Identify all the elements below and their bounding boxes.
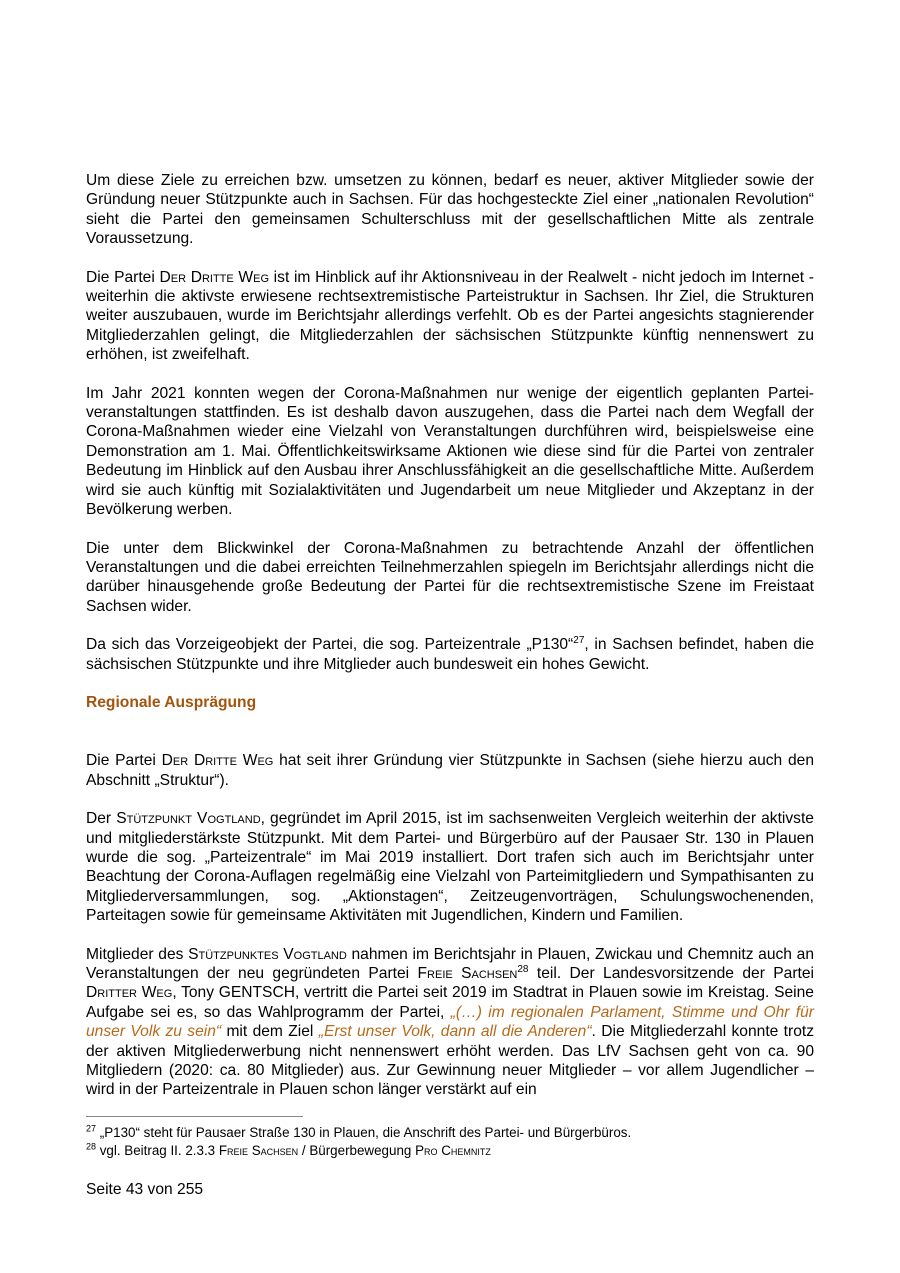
paragraph-5: Da sich das Vorzeigeobjekt der Partei, die sog. Parteizentrale „P130“$^{27}$, in Sachsen befindet, haben die sächsischen Stützpunkte und ihre Mitglieder auch bundesweit ein hohes Gewicht. [86,634,815,673]
footnote-28: $^{28}$ vgl. Beitrag II. 2.3.3 Freie Sachsen / Bürgerbewegung Pro Chemnitz [86,1141,491,1158]
paragraph-1: Um diese Ziele zu erreichen bzw. umsetzen zu können, bedarf es neuer, aktiver Mitglieder sowie der Gründung neuer Stützpunkte auch in Sachsen. Für das hochgesteckte Ziel einer „nationalen Revolution“ sieht die Partei den gemeinsamen Schulterschluss mit der gesellschaftlichen Mitte als zentrale Voraussetzung. [86,172,814,248]
footnote-separator [86,1116,303,1117]
section-heading: Regionale Ausprägung [86,693,257,711]
paragraph-2: Die Partei Der Dritte Weg ist im Hinblick auf ihr Aktionsniveau in der Realwelt - nicht jedoch im Internet - weiterhin die aktivste erwiesene rechtsextremistische Parteistruktur in Sachsen. Ihr Ziel, die Strukturen weiter auszubauen, wurde im Berichtsjahr allerdings verfehlt. Ob es der Partei angesichts stagnierender Mitgliederzahlen gelingt, die Mitgliederzahlen der sächsischen Stützpunkte künftig nennenswert zu erhöhen, ist zweifelhaft. [86,268,814,364]
footnote-ref-28[interactable]: 28 [517,963,529,975]
quote-1: „(…) im regionalen Parlament, Stimme und Ohr für unser Volk zu sein“ [86,1003,814,1041]
page-number: Seite 43 von 255 [86,1181,204,1198]
base-name: Stützpunkt Vogtland [116,810,261,828]
footnotes [86,1124,814,1160]
paragraph-7: Der Stützpunkt Vogtland, gegründet im April 2015, ist im sachsenweiten Vergleich weiterhin der aktivste und mitgliederstärkste Stützpunkt. Mit dem Partei- und Bürgerbüro auf der Pausaer Str. 130 in Plauen wurde die sog. „Parteizentrale“ im Mai 2019 installiert. Dort trafen sich auch im Berichtsjahr unter Beachtung der Corona-Auflagen regelmäßig eine Vielzahl von Parteimitgliedern und Sympathisanten zu Mitgliederversammlungen, sog. „Aktionstagen“, Zeitzeugenvorträgen, Schulungswochenenden, Parteitagen sowie für gemeinsame Aktivitäten mit Jugendlichen, Kindern und Familien. [86,810,814,925]
party-name: Der Dritte Weg [159,268,270,286]
footnote-27: $^{27}$ „P130“ steht für Pausaer Straße 130 in Plauen, die Anschrift des Partei- und Bürgerbüros. [86,1123,632,1140]
quote-2: „Erst unser Volk, dann all die Anderen“ [318,1023,592,1041]
party-name: Der Dritte Weg [161,752,274,770]
footnote-ref-27[interactable]: 27 [573,634,585,646]
paragraph-8: Mitglieder des Stützpunktes Vogtland nahmen im Berichtsjahr in Plauen, Zwickau und Chemnitz auch an Veranstaltungen der neu gegründeten Partei Freie Sachsen$^{28}$ teil. Der Landesvorsitzende der Partei Dritter Weg, Tony GENTSCH, vertritt die Partei seit 2019 im Stadtrat in Plauen sowie im Kreistag. Seine Aufgabe sei es, so das Wahlprogramm der Partei, „(…) im regionalen Parlament, Stimme und Ohr für unser Volk zu sein“ mit dem Ziel „Erst unser Volk, dann all die Anderen“. Die Mitgliederzahl konnte trotz der aktiven Mitgliederwerbung nicht nennenswert erhöht werden. Das LfV Sachsen geht von ca. 90 Mitgliedern (2020: ca. 80 Mitglieder) aus. Zur Gewinnung neuer Mitglieder – vor allem Jugendlicher – wird in der Parteizentrale in Plauen schon länger verstärkt auf ein [86,945,815,1099]
page-body [86,171,814,1119]
paragraph-3: Im Jahr 2021 konnten wegen der Corona-Maßnahmen nur wenige der eigentlich geplanten Parteiveranstaltungen stattfinden. Es ist deshalb davon auszugehen, dass die Partei nach dem Wegfall der Corona-Maßnahmen wieder eine Vielzahl von Veranstaltungen durchführen wird, beispielsweise eine Demonstration am 1. Mai. Öffentlichkeitswirksame Aktionen wie diese sind für die Partei von zentraler Bedeutung im Hinblick auf den Ausbau ihrer Anschlussfähigkeit an die gesellschaftliche Mitte. Außerdem wird sie auch künftig mit Sozialaktivitäten und Jugendarbeit um neue Mitglieder und Akzeptanz in der Bevölkerung werben. [86,384,814,519]
paragraph-6: Die Partei Der Dritte Weg hat seit ihrer Gründung vier Stützpunkte in Sachsen (siehe hierzu auch den Abschnitt „Struktur“). [86,752,814,789]
paragraph-4: Die unter dem Blickwinkel der Corona-Maßnahmen zu betrachtende Anzahl der öffentlichen Veranstaltungen und die dabei erreichten Teilnehmerzahlen spiegeln im Berichtsjahr allerdings nicht die darüber hinausgehende große Bedeutung der Partei für die rechtsextremistische Szene im Freistaat Sachsen wider. [86,539,814,615]
